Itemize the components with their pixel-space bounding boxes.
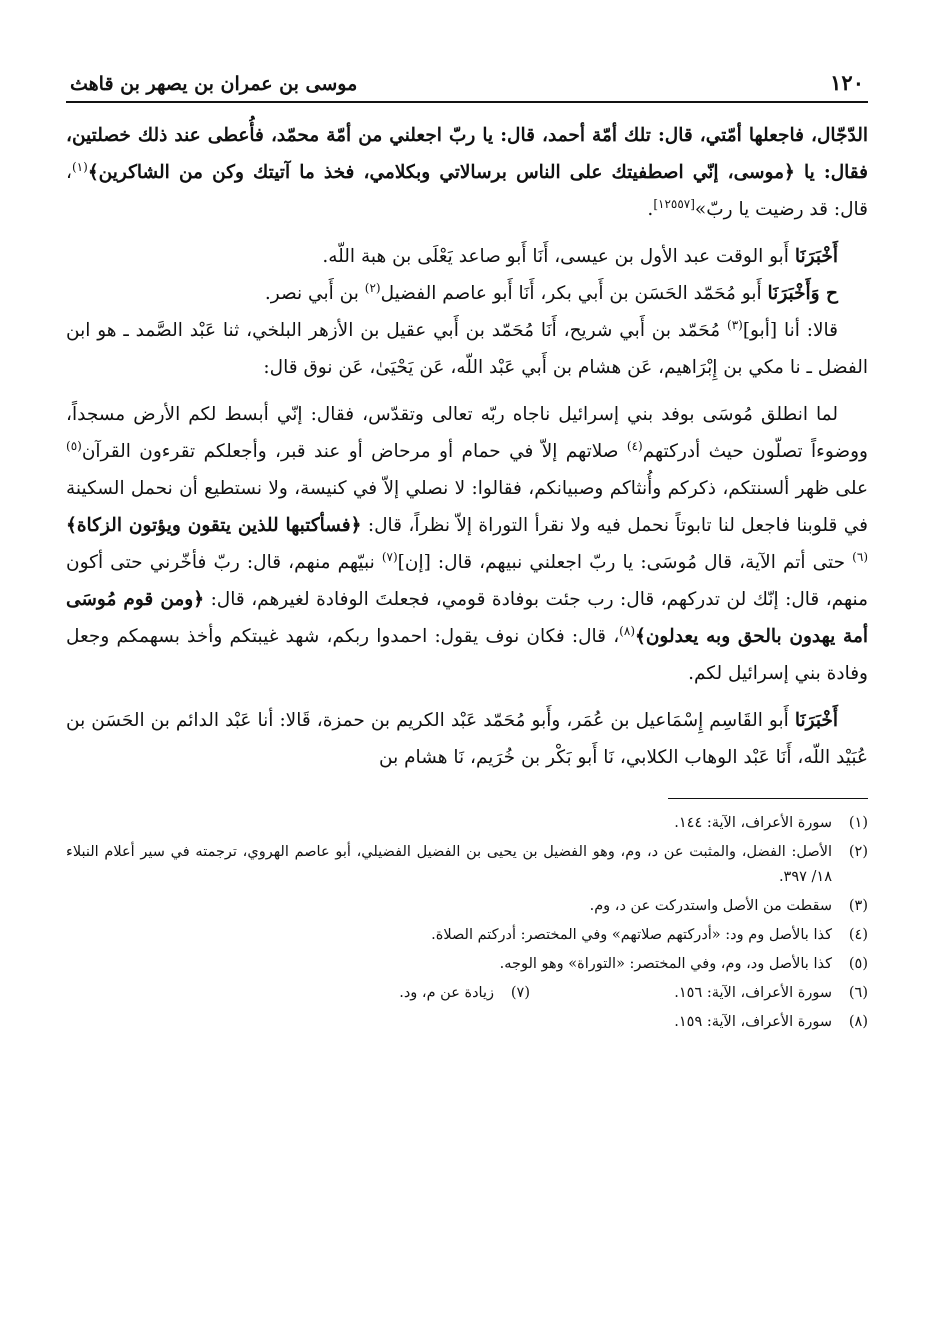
isnad-lead: ح وَأَخْبَرَنَا xyxy=(767,283,838,304)
footnote-marker: (٨) xyxy=(619,623,635,638)
footnote-number: (٣) xyxy=(848,898,868,914)
footnote-text: سورة الأعراف، الآية: ١٥٦. xyxy=(674,985,832,1001)
footnote-number: (٨) xyxy=(848,1014,868,1030)
text-run: حتى أتم الآية، قال مُوسَى: يا ربّ اجعلني نبيهم، قال: [إن] xyxy=(397,552,853,573)
running-title: موسى بن عمران بن يصهر بن قاهث xyxy=(70,73,358,95)
paragraph-1 xyxy=(66,117,868,228)
text-run: صلاتهم إلاّ في حمام أو مرحاض أو عند قبر، وأجعلكم تقرءون القرآن xyxy=(81,441,627,462)
footnote-divider xyxy=(668,798,868,799)
text-run: . xyxy=(647,199,654,220)
footnote-pair-6-7 xyxy=(66,981,868,1006)
isnad-lead: أَخْبَرَنَا xyxy=(794,246,838,267)
text-run: قالا: أنا [أبو] xyxy=(742,320,838,341)
footnote-7 xyxy=(200,981,530,1006)
isnad-lead: أَخْبَرَنَا xyxy=(794,710,838,731)
header-divider xyxy=(66,101,868,103)
footnote-text: كذا بالأصل وم ود: «أدركتهم صلاتهم» وفي المختصر: أدركتم الصلاة. xyxy=(431,927,832,943)
footnote-4 xyxy=(66,923,868,948)
text-run: أَبو القَاسِم إِسْمَاعيل بن عُمَر، وأَبو مُحَمّد عَبْد الكريم بن حمزة، قَالا: أنا عَبْد الدائم بن الحَسَن بن عُبَيْد اللّه، أَنَا عَبْد الوهاب الكلابي، نَا أَبو بَكْر بن خُرَيم، نَا هشام بن xyxy=(66,710,868,768)
footnote-number: (٧) xyxy=(510,985,530,1001)
text-run: أَبو مُحَمّد الحَسَن بن أَبي بكر، أَنَا أَبو عاصم الفضيل xyxy=(380,283,768,304)
footnote-6 xyxy=(538,981,868,1006)
text-run: على ظهر ألسنتكم، ذكركم وأُنثاكم وصبيانكم، فقالوا: لا نصلي إلاّ في كنيسة، ولا نستطيع أن نحمل السكينة في قلوبنا فاجعل لنا تابوتاً نحمل فيه ولا نقرأ التوراة إلاّ نظراً، قال: xyxy=(66,478,868,536)
footnote-8 xyxy=(66,1010,868,1035)
footnote-marker: (١) xyxy=(71,159,88,174)
footnote-number: (٥) xyxy=(848,956,868,972)
text-run: ، قال: فكان نوف يقول: احمدوا ربكم، شهد غيبتكم وأخذ بسهمكم وجعل وفادة بني إسرائيل لكم. xyxy=(66,626,868,684)
footnote-text: الأصل: الفضل، والمثبت عن د، وم، وهو الفضيل بن يحيى بن الفضيل الفضيلي، أبو عاصم الهروي، ترجمته في سير أعلام النبلاء ١٨/ ٣٩٧. xyxy=(66,844,832,885)
footnote-number: (١) xyxy=(848,815,868,831)
paragraph-3 xyxy=(66,275,868,312)
footnote-number: (٦) xyxy=(848,985,868,1001)
paragraph-6 xyxy=(66,702,868,776)
footnote-2 xyxy=(66,840,868,890)
quran-quote: ﴿فسأكتبها للذين يتقون ويؤتون الزكاة﴾ xyxy=(66,515,362,536)
text-run: مُحَمّد بن أَبي شريح، أَنَا مُحَمّد بن أَبي عقيل بن الأزهر البلخي، ثنا عَبْد الصَّمد ـ هو ابن الفضل ـ نا مكي بن إِبْرَاهيم، عَن هشام بن أَبي عَبْد اللّه، عَن يَحْيَىٰ، عَن نوق قال: xyxy=(66,320,868,378)
paragraph-5 xyxy=(66,396,868,692)
footnote-3 xyxy=(66,894,868,919)
footnote-number: (٤) xyxy=(848,927,868,943)
footnote-marker: (٣) xyxy=(727,317,743,332)
footnote-marker: (٧) xyxy=(381,549,398,564)
text-run: ، قال: قد رضيت يا ربّ» xyxy=(66,162,868,220)
footnote-5 xyxy=(66,952,868,977)
footnotes xyxy=(66,811,868,1035)
hadith-reference-number: [١٢٥٥٧] xyxy=(653,196,695,211)
text-run: بن أَبي نصر. xyxy=(264,283,365,304)
footnote-text: كذا بالأصل ود، وم، وفي المختصر: «التوراة» وهو الوجه. xyxy=(499,956,832,972)
quote-bold: الدّجّال، فاجعلها أمّتي، قال: تلك أمّة أحمد، قال: يا ربّ اجعلني من أمّة محمّد، فأُعطى عند ذلك خصلتين، فقال: يا ﴿موسى، إنّي اصطفيتك على الناس برسالاتي وبكلامي، فخذ ما آتيتك وكن من الشاكرين﴾ xyxy=(66,125,868,183)
text-run: لما انطلق مُوسَى بوفد بني إسرائيل ناجاه ربّه تعالى وتقدّس، فقال: إنّي أبسط لكم الأرض مسجداً، ووضوءاً تصلّون حيث أدركتهم xyxy=(66,404,868,462)
paragraph-4 xyxy=(66,312,868,386)
page-header xyxy=(66,70,868,101)
quran-quote: ﴿ومن قوم مُوسَى أمة يهدون بالحق وبه يعدلون﴾ xyxy=(66,589,868,647)
main-text xyxy=(66,117,868,776)
text-run: نبيّهم منهم، قال: ربّ فأخّرني حتى أكون منهم، قال: إنّك لن تدركهم، قال: رب جئت بوفادة قومي، فجعلتَ الوفادة لغيرهم، قال: xyxy=(66,552,869,610)
footnote-text: سقطت من الأصل واستدركت عن د، وم. xyxy=(589,898,832,914)
footnote-number: (٢) xyxy=(848,844,868,860)
page-number: ١٢٠ xyxy=(830,70,864,95)
paragraph-2 xyxy=(66,238,868,275)
footnote-1 xyxy=(66,811,868,836)
footnote-marker: (٦) xyxy=(852,549,868,564)
footnote-text: زيادة عن م، ود. xyxy=(399,985,494,1001)
footnote-text: سورة الأعراف، الآية: ١٥٩. xyxy=(674,1014,832,1030)
footnote-marker: (٥) xyxy=(66,438,82,453)
text-run: أَبو الوقت عبد الأول بن عيسى، أَنَا أَبو صاعد يَعْلَى بن هبة اللّه. xyxy=(322,246,795,267)
footnote-marker: (٤) xyxy=(626,438,643,453)
footnote-text: سورة الأعراف، الآية: ١٤٤. xyxy=(674,815,832,831)
footnote-marker: (٢) xyxy=(364,280,381,295)
